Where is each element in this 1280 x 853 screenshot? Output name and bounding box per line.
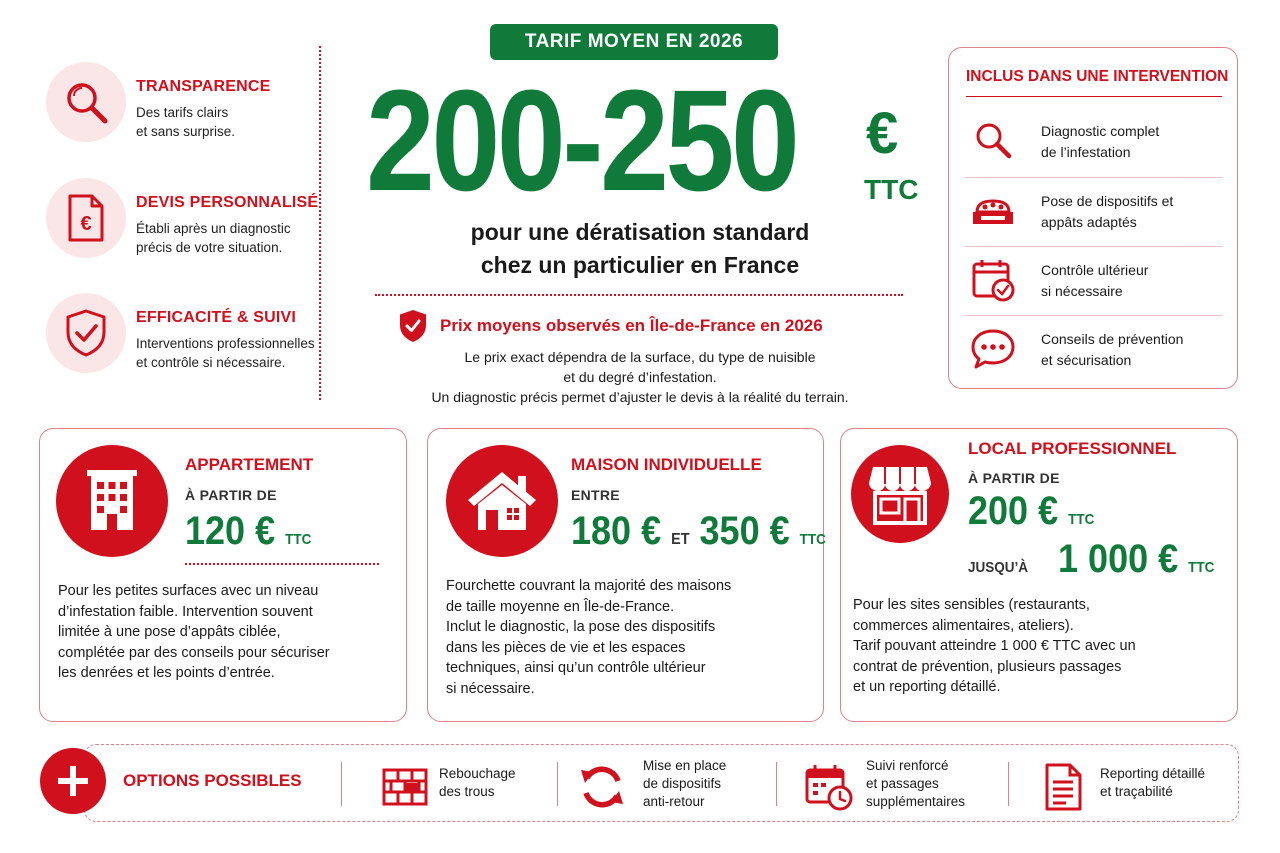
card-from: À PARTIR DE bbox=[968, 470, 1060, 486]
card-desc-line: les denrées et les points d’entrée. bbox=[58, 665, 275, 681]
included-line: et sécurisation bbox=[1041, 352, 1132, 368]
feature-efficacite bbox=[46, 293, 326, 377]
observed-line2: et du degré d’infestation. bbox=[563, 369, 717, 385]
observed-line3: Un diagnostic précis permet d’ajuster le devis à la réalité du terrain. bbox=[431, 389, 849, 405]
shield-check-icon bbox=[46, 293, 126, 373]
option-rebouchage bbox=[381, 756, 551, 816]
feature-desc-line: et contrôle si nécessaire. bbox=[136, 355, 286, 370]
card-desc bbox=[58, 581, 398, 684]
card-title: LOCAL PROFESSIONNEL bbox=[968, 439, 1177, 458]
price-tax: TTC bbox=[1068, 511, 1095, 528]
card-desc-line: Tarif pouvant atteindre 1 000 € TTC avec un bbox=[853, 638, 1136, 654]
option-line: Rebouchage bbox=[439, 766, 516, 781]
feature-desc-line: Des tarifs clairs bbox=[136, 105, 229, 120]
included-text bbox=[1041, 260, 1148, 302]
price-upto: JUSQU’À bbox=[968, 559, 1029, 576]
option-text bbox=[866, 757, 965, 811]
option-line: Reporting détaillé bbox=[1100, 766, 1206, 781]
included-text bbox=[1041, 191, 1173, 233]
divider bbox=[319, 46, 321, 400]
card-price bbox=[571, 509, 826, 554]
card-desc-line: techniques, ainsi qu’un contrôle ultérieur bbox=[446, 660, 706, 676]
price-tax: TTC bbox=[1188, 559, 1215, 576]
brick-wall-icon bbox=[381, 762, 429, 810]
card-desc-line: si nécessaire. bbox=[446, 680, 535, 697]
option-line: Suivi renforcé bbox=[866, 758, 949, 773]
option-line: de dispositifs bbox=[643, 776, 722, 791]
included-item-diagnostic bbox=[965, 108, 1223, 176]
magnifier-icon bbox=[46, 62, 126, 142]
card-desc-line: Pour les petites surfaces avec un niveau bbox=[58, 583, 319, 599]
option-line: Mise en place bbox=[643, 758, 727, 773]
included-item-conseils bbox=[965, 316, 1223, 384]
feature-title: DEVIS PERSONNALISÉ bbox=[136, 194, 319, 211]
option-text bbox=[643, 757, 726, 811]
included-line: si nécessaire bbox=[1041, 283, 1123, 299]
option-suivi bbox=[804, 756, 1004, 816]
magnifier-icon bbox=[969, 118, 1017, 164]
option-line: des trous bbox=[439, 784, 495, 799]
divider bbox=[557, 762, 558, 806]
shield-check-icon bbox=[397, 308, 429, 349]
tarif-badge: TARIF MOYEN EN 2026 bbox=[490, 24, 778, 60]
price-value: 200 € bbox=[968, 489, 1059, 533]
divider bbox=[341, 762, 342, 806]
included-text bbox=[1041, 121, 1159, 163]
feature-devis bbox=[46, 178, 326, 262]
card-desc-line: commerces alimentaires, ateliers). bbox=[853, 617, 1074, 634]
card-desc-line: dans les pièces de vie et les espaces bbox=[446, 639, 686, 656]
calendar-check-icon bbox=[969, 257, 1017, 303]
price-value: 1 000 € bbox=[1058, 537, 1179, 581]
card-from: À PARTIR DE bbox=[185, 487, 277, 503]
feature-title: EFFICACITÉ & SUIVI bbox=[136, 309, 297, 326]
included-panel bbox=[948, 47, 1238, 389]
card-desc-line: Pour les sites sensibles (restaurants, bbox=[853, 597, 1090, 613]
card-maison bbox=[427, 428, 824, 722]
feature-title: TRANSPARENCE bbox=[136, 78, 271, 95]
option-line: anti-retour bbox=[643, 794, 705, 809]
included-line: de l’infestation bbox=[1041, 144, 1131, 160]
feature-desc-line: Établi après un diagnostic bbox=[136, 221, 291, 236]
option-line: supplémentaires bbox=[866, 794, 966, 809]
feature-transparence bbox=[46, 62, 326, 146]
card-desc-line: contrat de prévention, plusieurs passages bbox=[853, 658, 1122, 675]
card-desc-line: limitée à une pose d’appâts ciblée, bbox=[58, 624, 281, 640]
divider bbox=[776, 762, 777, 806]
included-line: Conseils de prévention bbox=[1041, 331, 1184, 347]
hero-subtitle-line2: chez un particulier en France bbox=[480, 252, 800, 278]
divider bbox=[185, 563, 379, 565]
divider bbox=[966, 96, 1222, 97]
card-appartement bbox=[39, 428, 407, 722]
feature-desc-line: Interventions professionnelles bbox=[136, 336, 315, 351]
chat-bubble-icon bbox=[969, 326, 1017, 372]
divider bbox=[375, 294, 903, 296]
options-label: OPTIONS POSSIBLES bbox=[123, 771, 302, 790]
included-line: appâts adaptés bbox=[1041, 214, 1137, 230]
card-desc-line: et un reporting détaillé. bbox=[853, 679, 1001, 695]
hero-price: 200-250 bbox=[366, 60, 797, 221]
feature-desc-line: et sans surprise. bbox=[136, 124, 236, 139]
included-title: INCLUS DANS UNE INTERVENTION bbox=[966, 68, 1229, 85]
option-line: et passages bbox=[866, 776, 939, 791]
card-desc-line: de taille moyenne en Île-de-France. bbox=[446, 598, 675, 615]
observed-line1: Le prix exact dépendra de la surface, du type de nuisible bbox=[464, 349, 816, 365]
shop-icon bbox=[851, 445, 949, 543]
euro-document-icon bbox=[46, 178, 126, 258]
divider bbox=[1008, 762, 1009, 806]
card-desc-line: complétée par des conseils pour sécuriser bbox=[58, 644, 330, 661]
report-document-icon bbox=[1042, 762, 1090, 810]
plus-icon bbox=[40, 748, 106, 814]
card-desc-line: Fourchette couvrant la majorité des maisons bbox=[446, 578, 732, 594]
observed-title: Prix moyens observés en Île-de-France en 2026 bbox=[440, 316, 823, 335]
option-anti-retour bbox=[577, 756, 767, 816]
price-value: 180 € bbox=[571, 509, 662, 553]
included-line: Contrôle ultérieur bbox=[1041, 262, 1149, 278]
included-item-controle bbox=[965, 247, 1223, 315]
option-reporting bbox=[1042, 756, 1232, 816]
feature-desc-line: précis de votre situation. bbox=[136, 240, 283, 255]
building-icon bbox=[56, 445, 168, 557]
calendar-clock-icon bbox=[804, 762, 852, 810]
hero-subtitle-line1: pour une dératisation standard bbox=[470, 219, 810, 245]
price-value: 120 € bbox=[185, 509, 276, 553]
card-desc bbox=[853, 595, 1233, 698]
card-local bbox=[840, 428, 1238, 722]
included-line: Diagnostic complet bbox=[1041, 123, 1160, 139]
price-value: 350 € bbox=[699, 509, 790, 553]
svg-text:€: € bbox=[80, 213, 92, 235]
included-item-dispositifs bbox=[965, 178, 1223, 246]
feature-desc bbox=[136, 103, 336, 141]
house-icon bbox=[446, 445, 558, 557]
bait-box-icon bbox=[969, 188, 1017, 234]
refresh-arrows-icon bbox=[577, 762, 625, 810]
included-line: Pose de dispositifs et bbox=[1041, 193, 1174, 209]
card-price-from bbox=[968, 489, 1094, 534]
option-line: et traçabilité bbox=[1100, 784, 1173, 799]
card-price bbox=[185, 509, 311, 554]
feature-desc bbox=[136, 334, 336, 372]
card-title: MAISON INDIVIDUELLE bbox=[571, 455, 762, 474]
option-text bbox=[439, 765, 516, 801]
price-tax: TTC bbox=[285, 531, 312, 548]
card-title: APPARTEMENT bbox=[185, 455, 314, 474]
price-and: ET bbox=[671, 531, 690, 548]
card-desc-line: Inclut le diagnostic, la pose des dispositifs bbox=[446, 619, 716, 635]
option-text bbox=[1100, 765, 1205, 801]
card-price-upto bbox=[968, 537, 1214, 582]
feature-desc bbox=[136, 219, 336, 257]
hero-tax: TTC bbox=[864, 174, 919, 205]
price-tax: TTC bbox=[799, 531, 826, 548]
card-from: ENTRE bbox=[571, 487, 620, 503]
card-desc bbox=[446, 576, 816, 699]
hero-currency: € bbox=[866, 101, 899, 166]
included-text bbox=[1041, 329, 1183, 371]
card-desc-line: d’infestation faible. Intervention souvent bbox=[58, 603, 313, 620]
